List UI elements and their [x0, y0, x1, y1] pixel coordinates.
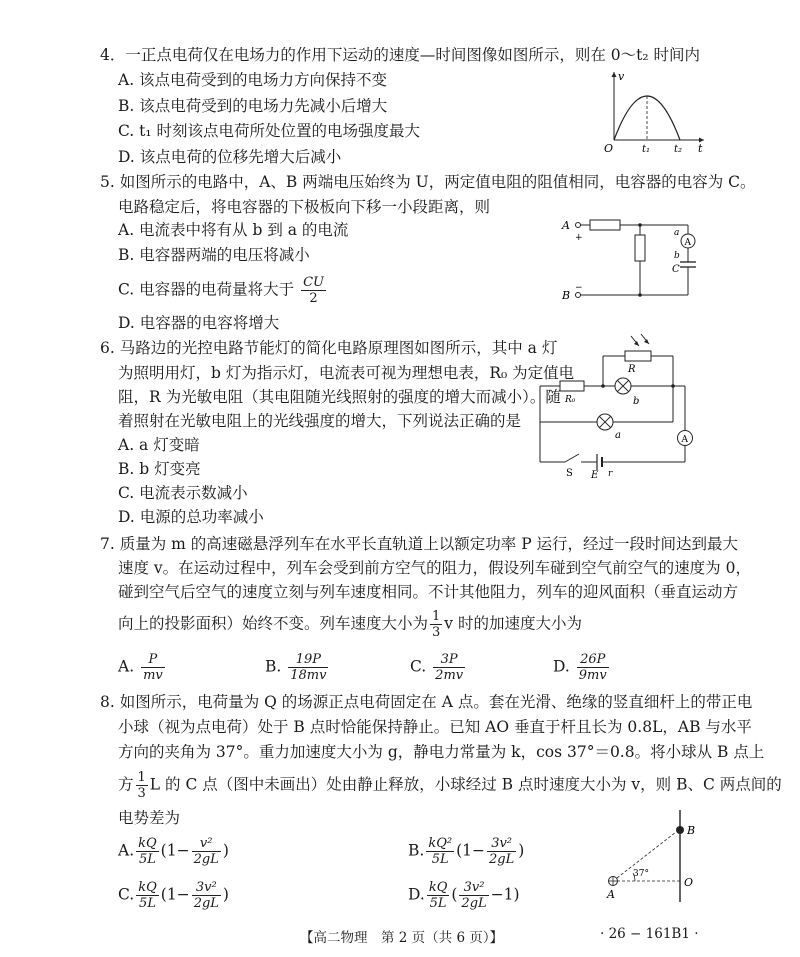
q4-option-c: C. t₁ 时刻该点电荷所处位置的电场强度最大 [118, 122, 421, 140]
q5-terminal-b-small: b [674, 251, 680, 261]
q5-option-a: A. 电流表中将有从 b 到 a 的电流 [118, 221, 349, 239]
q4-option-b: B. 该点电荷受到的电场力先减小后增大 [118, 97, 388, 115]
q4-option-d: D. 该点电荷的位移先增大后减小 [118, 148, 342, 166]
q5-option-d: D. 电容器的电容将增大 [118, 314, 280, 332]
q5-terminal-a-small: a [674, 228, 680, 238]
q7-option-b: B. $\frac{19P}{18mv}$ [265, 652, 327, 683]
q4-velocity-time-graph [600, 66, 710, 158]
q4-stem: 4．一正点电荷仅在电场力的作用下运动的速度—时间图像如图所示，则在 0～t₂ 时间内 [100, 46, 701, 64]
q7-option-a: A. $\frac{P}{mv}$ [118, 652, 163, 683]
q8-rod-diagram [595, 808, 705, 908]
q8-stem-line3: 方向的夹角为 37°。重力加速度大小为 g，静电力常量为 k，cos 37°＝0.8。将小球从 B 点上 [118, 743, 765, 761]
page-code: · 26 − 161B1 · [600, 926, 699, 942]
q5-capacitor-label: C [672, 264, 680, 275]
q6-stem-line3: 阻，R 为光敏电阻（其电阻随光线照射的强度的增大而减小）。随 [118, 388, 561, 406]
q8-point-a-label: A [607, 888, 615, 901]
q6-ammeter-label: A [681, 435, 688, 445]
q7-stem-line2: 速度 v。在运动过程中，列车会受到前方空气的阻力，假设列车碰到空气前空气的速度为 0， [118, 559, 751, 577]
q5-minus-sign: − [575, 283, 583, 293]
q6-circuit-diagram [535, 330, 705, 480]
q6-emf-label: E [591, 470, 599, 480]
q8-option-d: D. $\frac{kQ}{5L}$ ( $\frac{\text{3v²}}{2gL}$ −1) [408, 880, 520, 911]
q6-internal-r-label: r [608, 469, 613, 479]
q5-option-c-text: C. 电容器的电荷量将大于 [118, 280, 295, 299]
q6-stem-line1: 6. 马路边的光控电路节能灯的简化电路原理图如图所示，其中 a 灯 [100, 339, 558, 357]
q8-option-c: C. $\frac{kQ}{5L}$ (1− $\frac{\text{3v²}}{2gL}$ ) [118, 880, 229, 911]
q6-lamp-b-label: b [633, 396, 640, 407]
q6-option-c: C. 电流表示数减小 [118, 484, 248, 502]
q5-stem-line2: 电路稳定后，将电容器的下极板向下移一小段距离，则 [118, 198, 491, 216]
q4-option-a: A. 该点电荷受到的电场力方向保持不变 [118, 71, 388, 89]
q7-stem-line3: 碰到空气后空气的速度立刻与列车速度相同。不计其他阻力，列车的迎风面积（垂直运动方 [118, 583, 739, 601]
q6-photoresistor-label: R [628, 364, 636, 375]
q7-one-third-fraction: $\frac{1}{3}$ [432, 609, 441, 640]
q7-option-d: D. $\frac{26P}{9mv}$ [553, 652, 607, 683]
q6-stem-line4: 着照射在光敏电阻上的光线强度的增大，下列说法正确的是 [118, 412, 522, 430]
q6-option-a: A. a 灯变暗 [118, 436, 200, 454]
q5-option-c [118, 275, 328, 306]
q4-graph-t-label: t [698, 142, 703, 155]
q8-stem-line2: 小球（视为点电荷）处于 B 点时恰能保持静止。已知 AO 垂直于杆且长为 0.8L，AB 与水平 [118, 718, 752, 736]
q6-switch-label: S [566, 468, 573, 479]
page-footer: 【高二物理 第 2 页（共 6 页）】 [300, 930, 504, 946]
q5-terminal-b-label: B [562, 289, 571, 302]
q6-option-b: B. b 灯变亮 [118, 460, 201, 478]
q4-graph-v-label: v [618, 70, 625, 83]
q7-stem-line1: 7. 质量为 m 的高速磁悬浮列车在水平长直轨道上以额定功率 P 运行，经过一段时间达到最大 [100, 535, 739, 553]
q5-terminal-a-label: A [562, 219, 570, 232]
q8-stem-line5: 电势差为 [118, 809, 181, 827]
q6-fixed-resistor-label: R₀ [565, 395, 576, 405]
q8-angle-label: 37° [633, 869, 649, 879]
q5-ammeter-label: A [684, 238, 691, 248]
q6-stem-line2: 为照明用灯，b 灯为指示灯，电流表可视为理想电表，R₀ 为定值电 [118, 364, 575, 382]
q8-stem-line1: 8. 如图所示，电荷量为 Q 的场源正点电荷固定在 A 点。套在光滑、绝缘的竖直细杆上的带正电 [100, 693, 753, 711]
q4-graph-origin-label: O [604, 142, 614, 155]
q8-point-b-label: B [687, 824, 696, 837]
q7-option-c: C. $\frac{3P}{2mv}$ [410, 652, 464, 683]
q5-stem-line1: 5. 如图所示的电路中，A、B 两端电压始终为 U，两定值电阻的阻值相同，电容器的电容为 C。 [100, 173, 756, 191]
q8-one-third-fraction: $\frac{1}{3}$ [137, 770, 146, 801]
q4-graph-t2-label: t₂ [674, 144, 683, 155]
q5-circuit-diagram [560, 210, 710, 305]
q5-option-c-fraction: $\frac{CU}{2}$ [303, 275, 325, 306]
q7-stem-line4: 向上的投影面积）始终不变。列车速度大小为 $\frac{1}{3}$ v 时的加速度大小为 [118, 609, 582, 640]
q6-option-d: D. 电源的总功率减小 [118, 508, 264, 526]
q8-option-a: A. $\frac{kQ}{5L}$ (1− $\frac{\text{v²}}{2gL}$ ) [118, 836, 229, 867]
q8-option-b: B. $\frac{\text{kQ²}}{5L}$ (1− $\frac{\text{3v²}}{2gL}$ ) [408, 836, 525, 867]
q5-plus-sign: + [575, 233, 583, 243]
q4-graph-t1-label: t₁ [642, 144, 651, 155]
q8-stem-line4: 方 $\frac{1}{3}$ L 的 C 点（图中未画出）处由静止释放，小球经过 B 点时速度大小为 v，则 B、C 两点间的 [118, 770, 782, 801]
q8-point-o-label: O [684, 876, 694, 889]
q5-option-b: B. 电容器两端的电压将减小 [118, 246, 310, 264]
q6-lamp-a-label: a [615, 430, 621, 441]
